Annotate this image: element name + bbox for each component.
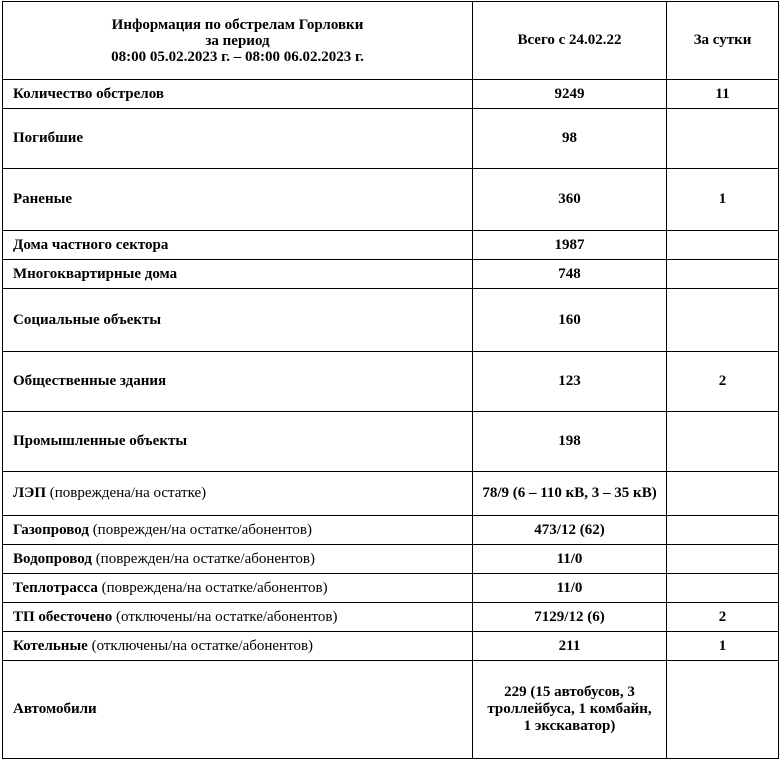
row-label-text: Теплотрасса xyxy=(13,579,98,596)
table-row xyxy=(3,169,779,231)
row-label-text: Автомобили xyxy=(13,701,97,717)
row-total: 473/12 (62) xyxy=(473,516,667,545)
row-total: 7129/12 (6) xyxy=(473,603,667,632)
table-row xyxy=(3,472,779,516)
row-total: 160 xyxy=(473,289,667,352)
row-total: 123 xyxy=(473,352,667,412)
row-label-text: Многоквартирные дома xyxy=(13,265,178,282)
column-header-day: За сутки xyxy=(667,2,779,80)
row-label-text: Дома частного сектора xyxy=(13,236,169,253)
report-period-range: 08:00 05.02.2023 г. – 08:00 06.02.2023 г. xyxy=(111,48,364,65)
row-label xyxy=(3,289,473,352)
table-row xyxy=(3,412,779,472)
row-day xyxy=(667,516,779,545)
row-label xyxy=(3,574,473,603)
row-label xyxy=(3,231,473,260)
row-label-note: (поврежден/на остатке/абонентов) xyxy=(91,550,316,567)
table-row xyxy=(3,632,779,661)
row-label-text: Погибшие xyxy=(13,130,84,146)
table-header-row xyxy=(3,2,779,80)
row-label-text: Котельные xyxy=(13,637,88,654)
report-title-cell xyxy=(3,2,473,80)
row-day xyxy=(667,231,779,260)
row-label-text: ТП обесточено xyxy=(13,608,113,625)
row-total: 11/0 xyxy=(473,574,667,603)
row-label xyxy=(3,109,473,169)
row-label xyxy=(3,472,473,516)
row-label-note: (повреждена/на остатке/абонентов) xyxy=(97,579,328,596)
row-total: 11/0 xyxy=(473,545,667,574)
row-total: 78/9 (6 – 110 кВ, 3 – 35 кВ) xyxy=(473,472,667,516)
row-day: 2 xyxy=(667,603,779,632)
row-day xyxy=(667,412,779,472)
row-label-text: Общественные здания xyxy=(13,373,167,389)
row-label-text: Количество обстрелов xyxy=(13,85,164,102)
row-label xyxy=(3,169,473,231)
row-day: 11 xyxy=(667,80,779,109)
table-row xyxy=(3,661,779,759)
row-day: 2 xyxy=(667,352,779,412)
row-label xyxy=(3,260,473,289)
row-total: 229 (15 автобусов, 3 троллейбуса, 1 комбайн, 1 экскаватор) xyxy=(473,661,667,759)
report-period-label: за период xyxy=(205,32,270,49)
row-total: 9249 xyxy=(473,80,667,109)
table-row xyxy=(3,289,779,352)
row-total: 198 xyxy=(473,412,667,472)
row-label xyxy=(3,661,473,759)
row-day xyxy=(667,545,779,574)
row-label xyxy=(3,80,473,109)
table-row xyxy=(3,516,779,545)
row-day: 1 xyxy=(667,632,779,661)
table-row xyxy=(3,80,779,109)
row-day: 1 xyxy=(667,169,779,231)
row-label-note: (повреждена/на остатке) xyxy=(46,485,207,501)
row-total: 1987 xyxy=(473,231,667,260)
row-label-note: (отключены/на остатке/абонентов) xyxy=(87,637,314,654)
row-label-text: Социальные объекты xyxy=(13,311,162,328)
shelling-report-table xyxy=(2,1,779,759)
table-row xyxy=(3,260,779,289)
row-label xyxy=(3,412,473,472)
row-day xyxy=(667,109,779,169)
row-total: 211 xyxy=(473,632,667,661)
row-label-note: (поврежден/на остатке/абонентов) xyxy=(88,521,313,538)
row-day xyxy=(667,574,779,603)
table-row xyxy=(3,109,779,169)
table-row xyxy=(3,352,779,412)
row-total: 748 xyxy=(473,260,667,289)
row-label xyxy=(3,545,473,574)
row-total: 98 xyxy=(473,109,667,169)
row-label-text: Газопровод xyxy=(13,521,89,538)
row-label xyxy=(3,603,473,632)
report-title: Информация по обстрелам Горловки xyxy=(111,16,364,33)
row-label xyxy=(3,632,473,661)
table-row xyxy=(3,574,779,603)
row-label xyxy=(3,516,473,545)
row-day xyxy=(667,472,779,516)
table-row xyxy=(3,231,779,260)
row-day xyxy=(667,661,779,759)
row-label-text: Водопровод xyxy=(13,550,92,567)
row-label-note: (отключены/на остатке/абонентов) xyxy=(112,608,338,625)
row-label-text: ЛЭП xyxy=(13,485,47,501)
row-day xyxy=(667,289,779,352)
table-row xyxy=(3,603,779,632)
row-total: 360 xyxy=(473,169,667,231)
row-label-text: Промышленные объекты xyxy=(13,433,188,449)
row-label xyxy=(3,352,473,412)
table-row xyxy=(3,545,779,574)
row-day xyxy=(667,260,779,289)
column-header-total: Всего с 24.02.22 xyxy=(473,2,667,80)
row-label-text: Раненые xyxy=(13,191,72,207)
